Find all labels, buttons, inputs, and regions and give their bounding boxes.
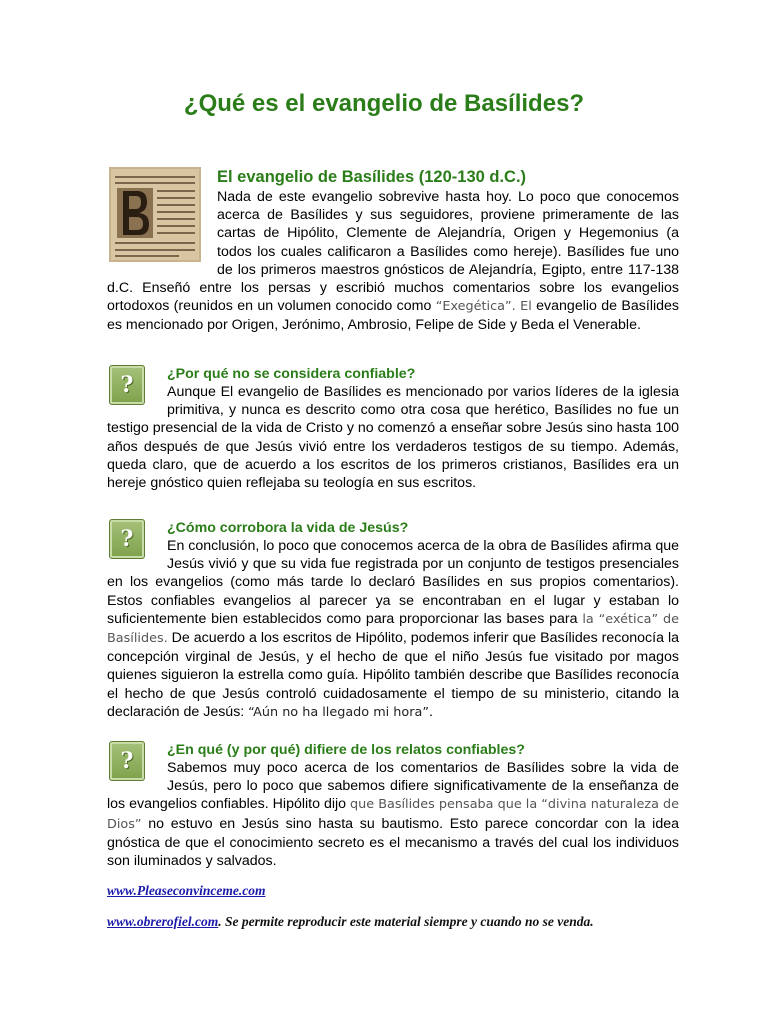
quote-text: “Exegética”. El (435, 299, 532, 315)
section-heading: ¿En qué (y por qué) difiere de los relatos confiables? (167, 742, 525, 758)
question-mark-icon: ? (109, 365, 145, 405)
section-differences (107, 741, 679, 870)
quote-text: la “exética” de Basílides. (107, 611, 679, 647)
section-text: Sabemos muy poco acerca de los comentarios de Basílides sobre la vida de Jesús, pero lo poco que sabemos difiere significativamente de la enseñanza de los evangelios confiables. Hipólito dijo (107, 760, 679, 813)
page-title: ¿Qué es el evangelio de Basílides? (183, 90, 585, 117)
section-corroboration: ? ¿Cómo corrobora la vida de Jesús? En conclusión, lo poco que conocemos acerca de la obra de Basílides afirma que Jesús vivió y que su vida fue registrada por un conjunto de testigos presenciales en los evangelios (como más tarde lo declaró Basílides en sus propios comentarios). Estos confiables evangelios al parecer ya se encontraban en el lugar y estaban lo suficientemente bien establecidos como para proporcionar las bases para la “exética” de Basílides. De acuerdo a los escritos de Hipólito, podemos inferir que Basílides reconocía la concepción virginal de Jesús, y el hecho de que el niño Jesús fue visitado por magos quienes siguieron la estrella como guía. Hipólito también describe que Basílides reconocía el hecho de que Jesús controló cuidadosamente el tiempo de su ministerio, citando la declaración de Jesús: “Aún no ha llegado mi hora”. (107, 520, 679, 720)
section-text: Aunque El evangelio de Basílides es mencionado por varios líderes de la iglesia primitiva, y nunca es descrito como otra cosa que herético, Basílides no fue un testigo presencial de la vida de Cristo y no comenzó a enseñar sobre Jesús sino hasta 100 años después de que Jesús vivió entre los verdaderos testigos de su tiempo. Además, queda claro, que de acuerdo a los escritos de los primeros cristianos, Basílides era un hereje gnóstico quien reflejaba su teología en sus escritos. (107, 384, 679, 492)
section-basilides-gospel (107, 167, 679, 335)
manuscript-illustration-icon (109, 167, 201, 262)
section-reliability (107, 365, 679, 492)
section-heading: ¿Por qué no se considera confiable? (167, 366, 416, 382)
question-badge (109, 365, 149, 405)
section-text: En conclusión, lo poco que conocemos acerca de la obra de Basílides afirma que Jesús vivió y que su vida fue registrada por un conjunto de testigos presenciales en los evangelios (como más tarde lo declaró Basílides en sus propios comentarios). Estos confiables evangelios al parecer ya se encontraban en el lugar y estaban lo suficientemente bien establecidos como para proporcionar las bases para (107, 538, 679, 627)
footer-link-1 (107, 883, 265, 899)
section-text-cont: no estuvo en Jesús sino hasta su bautismo. Esto parece concordar con la idea gnóstica de que el conocimiento secreto es el mecanismo a través del cual los individuos son iluminados y salvados. (107, 815, 679, 870)
question-mark-icon: ? (109, 519, 145, 559)
question-mark-icon: ? (109, 741, 145, 781)
manuscript-image (109, 167, 201, 262)
copyright-note: . Se permite reproducir este material siempre y cuando no se venda. (218, 914, 594, 929)
section-text: Nada de este evangelio sobrevive hasta hoy. Lo poco que conocemos acerca de Basílides y sus seguidores, proviene primeramente de las cartas de Hipólito, Clemente de Alejandría, Origen y Hegemonius (a todos los cuales calificaron a Basílides como hereje). Basílides fue uno de los primeros maestros gnósticos de Alejandría, Egipto, entre 117-138 d.C. Enseñó entre los persas y escribió muchos comentarios sobre los evangelios ortodoxos (reunidos en un volumen conocido como (107, 189, 679, 315)
quote-text: “Aún no ha llegado mi hora” (248, 704, 429, 720)
quote-text: que Basílides pensaba que la “divina naturaleza de Dios” (107, 797, 680, 832)
question-badge (109, 519, 149, 559)
obrerofiel-link[interactable]: www.obrerofiel.com (107, 914, 219, 929)
section-heading: El evangelio de Basílides (120-130 d.C.) (217, 168, 527, 186)
section-text-cont: evangelio de Basílides es mencionado por Origen, Jerónimo, Ambrosio, Felipe de Side y Beda el Venerable. (107, 298, 680, 334)
pleaseconvinceme-link[interactable]: www.Pleaseconvinceme.com (107, 883, 266, 898)
question-badge (109, 741, 149, 781)
section-text-cont: De acuerdo a los escritos de Hipólito, podemos inferir que Basílides reconocía la concepción virginal de Jesús, y el hecho de que el niño Jesús fue visitado por magos quienes siguieron la estrella como guía. Hipólito también describe que Basílides reconocía el hecho de que Jesús controló cuidadosamente el tiempo de su ministerio, citando la declaración de Jesús: (107, 630, 679, 720)
footer-link-2 (107, 914, 594, 930)
section-heading: ¿Cómo corrobora la vida de Jesús? (167, 520, 409, 536)
